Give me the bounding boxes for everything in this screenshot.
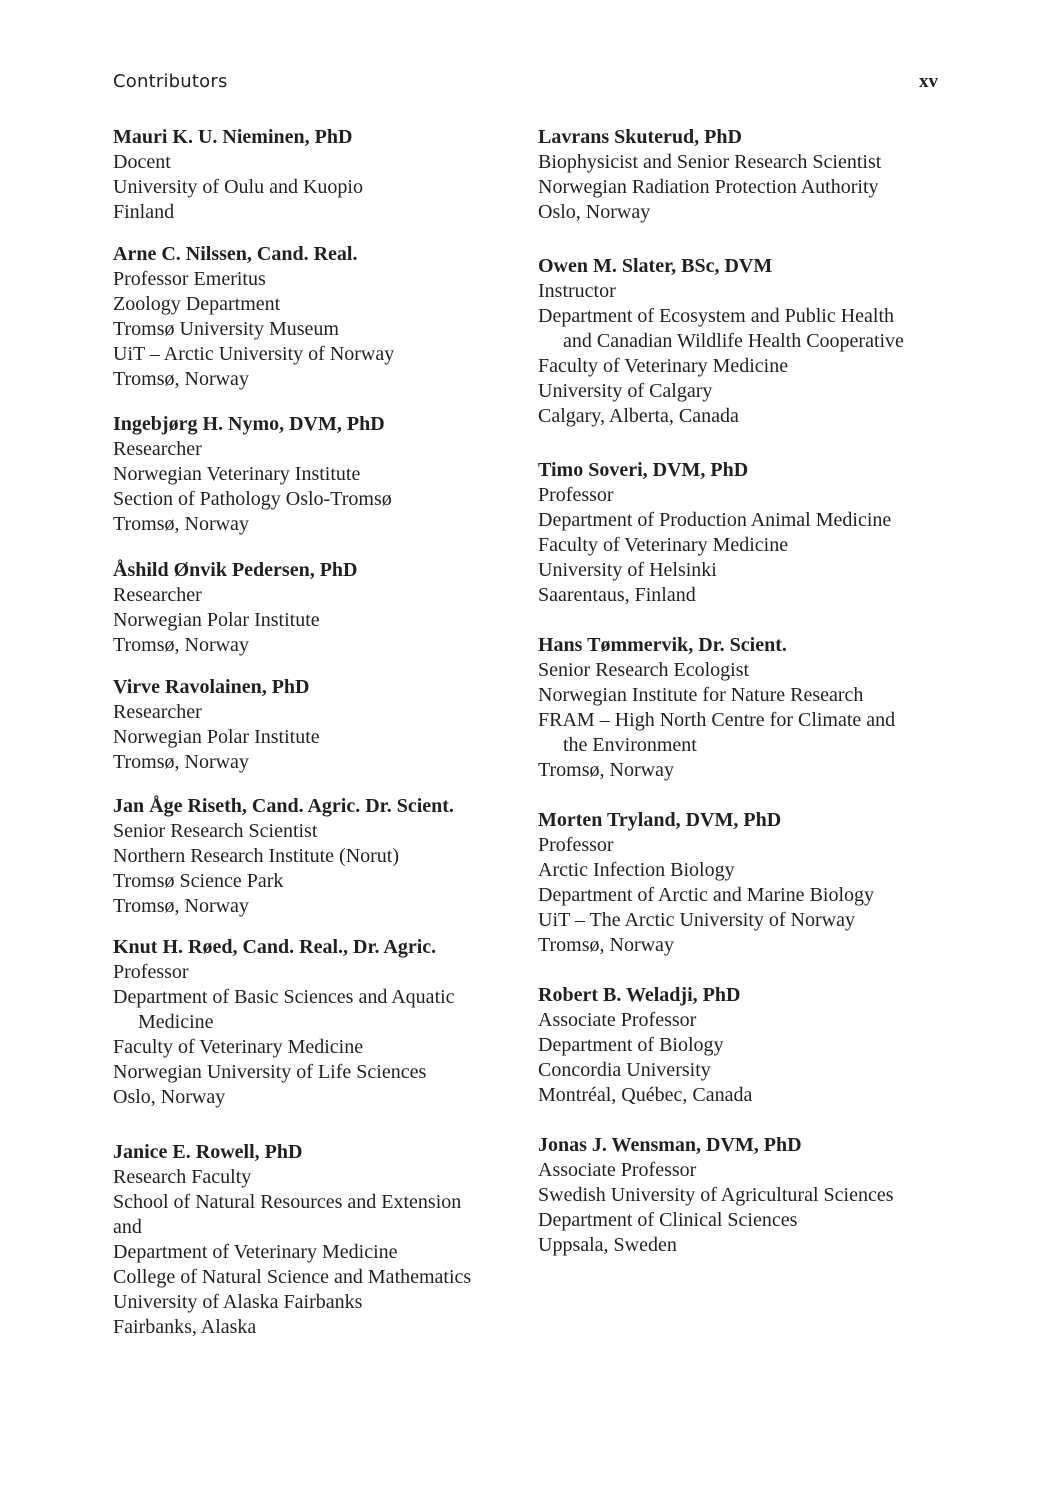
contributor-entry [538, 633, 948, 783]
affiliation-line: Northern Research Institute (Norut) [113, 845, 400, 867]
contributor-entry [113, 794, 508, 919]
contributor-name: Virve Ravolainen, PhD [113, 676, 310, 698]
affiliation-line: Instructor [538, 280, 616, 302]
affiliation-line: UiT – Arctic University of Norway [113, 343, 395, 365]
affiliation-line: Norwegian University of Life Sciences [113, 1061, 427, 1083]
affiliation-line: University of Calgary [538, 380, 713, 402]
contributor-name: Jonas J. Wensman, DVM, PhD [538, 1134, 802, 1156]
affiliation-line: University of Alaska Fairbanks [113, 1291, 363, 1313]
contributor-name: Åshild Ønvik Pedersen, PhD [113, 559, 358, 581]
affiliation-line: Associate Professor [538, 1009, 697, 1031]
affiliation-line: Norwegian Institute for Nature Research [538, 684, 864, 706]
affiliation-line: Tromsø, Norway [113, 751, 249, 773]
affiliation-line: Researcher [113, 701, 202, 723]
contributor-name: Ingebjørg H. Nymo, DVM, PhD [113, 413, 385, 435]
contributor-entry [113, 935, 508, 1110]
affiliation-line: Norwegian Polar Institute [113, 726, 320, 748]
contributor-entry [113, 558, 508, 658]
affiliation-line: Department of Veterinary Medicine [113, 1241, 398, 1263]
affiliation-line: Fairbanks, Alaska [113, 1316, 257, 1338]
affiliation-line: FRAM – High North Centre for Climate and [538, 709, 896, 731]
affiliation-line: University of Helsinki [538, 559, 717, 581]
contributor-name: Arne C. Nilssen, Cand. Real. [113, 243, 358, 265]
affiliation-line: and [113, 1216, 142, 1238]
affiliation-line: Senior Research Ecologist [538, 659, 750, 681]
affiliation-line: Section of Pathology Oslo-Tromsø [113, 488, 392, 510]
affiliation-line: Medicine [138, 1011, 214, 1033]
affiliation-line: Tromsø, Norway [113, 895, 249, 917]
affiliation-line: School of Natural Resources and Extension [113, 1191, 462, 1213]
affiliation-line: Arctic Infection Biology [538, 859, 735, 881]
affiliation-line: Tromsø, Norway [538, 934, 674, 956]
affiliation-line: Researcher [113, 438, 202, 460]
affiliation-line: Department of Biology [538, 1034, 724, 1056]
affiliation-line: Calgary, Alberta, Canada [538, 405, 739, 427]
running-head: Contributors [113, 71, 228, 92]
affiliation-line: Professor Emeritus [113, 268, 266, 290]
contributor-entry [538, 808, 948, 958]
contributor-entry [538, 983, 948, 1108]
affiliation-line: Tromsø, Norway [538, 759, 674, 781]
contributor-name: Mauri K. U. Nieminen, PhD [113, 126, 353, 148]
affiliation-line: UiT – The Arctic University of Norway [538, 909, 855, 931]
affiliation-line: Tromsø Science Park [113, 870, 284, 892]
affiliation-line: Faculty of Veterinary Medicine [113, 1036, 364, 1058]
affiliation-line: Zoology Department [113, 293, 281, 315]
contributor-name: Janice E. Rowell, PhD [113, 1141, 303, 1163]
affiliation-line: College of Natural Science and Mathematics [113, 1266, 472, 1288]
affiliation-line: Tromsø, Norway [113, 368, 249, 390]
affiliation-line: Docent [113, 151, 171, 173]
contributor-entry [113, 675, 508, 775]
contributor-name: Jan Åge Riseth, Cand. Agric. Dr. Scient. [113, 795, 454, 817]
contributor-entry [538, 1133, 948, 1258]
contributor-entry [538, 254, 948, 429]
affiliation-line: and Canadian Wildlife Health Cooperative [563, 330, 904, 352]
affiliation-line: Finland [113, 201, 175, 223]
affiliation-line: Senior Research Scientist [113, 820, 318, 842]
page-number: xv [919, 71, 938, 92]
affiliation-line: Oslo, Norway [113, 1086, 226, 1108]
affiliation-line: Norwegian Polar Institute [113, 609, 320, 631]
contributor-name: Morten Tryland, DVM, PhD [538, 809, 782, 831]
affiliation-line: Department of Production Animal Medicine [538, 509, 892, 531]
contributor-name: Owen M. Slater, BSc, DVM [538, 255, 773, 277]
affiliation-line: Biophysicist and Senior Research Scientist [538, 151, 882, 173]
affiliation-line: Professor [113, 961, 189, 983]
affiliation-line: Department of Arctic and Marine Biology [538, 884, 875, 906]
contributor-entry [113, 242, 508, 392]
affiliation-line: Tromsø, Norway [113, 513, 249, 535]
contributor-entry [538, 458, 948, 608]
affiliation-line: Uppsala, Sweden [538, 1234, 677, 1256]
affiliation-line: Oslo, Norway [538, 201, 651, 223]
affiliation-line: Department of Clinical Sciences [538, 1209, 798, 1231]
affiliation-line: Concordia University [538, 1059, 711, 1081]
contributor-entry [538, 125, 948, 225]
affiliation-line: University of Oulu and Kuopio [113, 176, 363, 198]
affiliation-line: Research Faculty [113, 1166, 252, 1188]
contributor-entry [113, 412, 508, 537]
affiliation-line: Department of Ecosystem and Public Health [538, 305, 895, 327]
affiliation-line: Tromsø, Norway [113, 634, 249, 656]
affiliation-line: Norwegian Radiation Protection Authority [538, 176, 879, 198]
affiliation-line: Faculty of Veterinary Medicine [538, 534, 789, 556]
affiliation-line: Professor [538, 834, 614, 856]
contributor-name: Hans Tømmervik, Dr. Scient. [538, 634, 787, 656]
affiliation-line: Montréal, Québec, Canada [538, 1084, 753, 1106]
affiliation-line: Researcher [113, 584, 202, 606]
contributor-entry [113, 125, 508, 225]
affiliation-line: Professor [538, 484, 614, 506]
contributor-name: Lavrans Skuterud, PhD [538, 126, 742, 148]
contributor-name: Knut H. Røed, Cand. Real., Dr. Agric. [113, 936, 437, 958]
affiliation-line: Tromsø University Museum [113, 318, 339, 340]
affiliation-line: Department of Basic Sciences and Aquatic [113, 986, 455, 1008]
affiliation-line: the Environment [563, 734, 697, 756]
contributor-entry [113, 1140, 508, 1340]
affiliation-line: Saarentaus, Finland [538, 584, 696, 606]
affiliation-line: Associate Professor [538, 1159, 697, 1181]
contributor-name: Robert B. Weladji, PhD [538, 984, 741, 1006]
contributor-name: Timo Soveri, DVM, PhD [538, 459, 749, 481]
affiliation-line: Faculty of Veterinary Medicine [538, 355, 789, 377]
affiliation-line: Norwegian Veterinary Institute [113, 463, 361, 485]
affiliation-line: Swedish University of Agricultural Sciences [538, 1184, 894, 1206]
